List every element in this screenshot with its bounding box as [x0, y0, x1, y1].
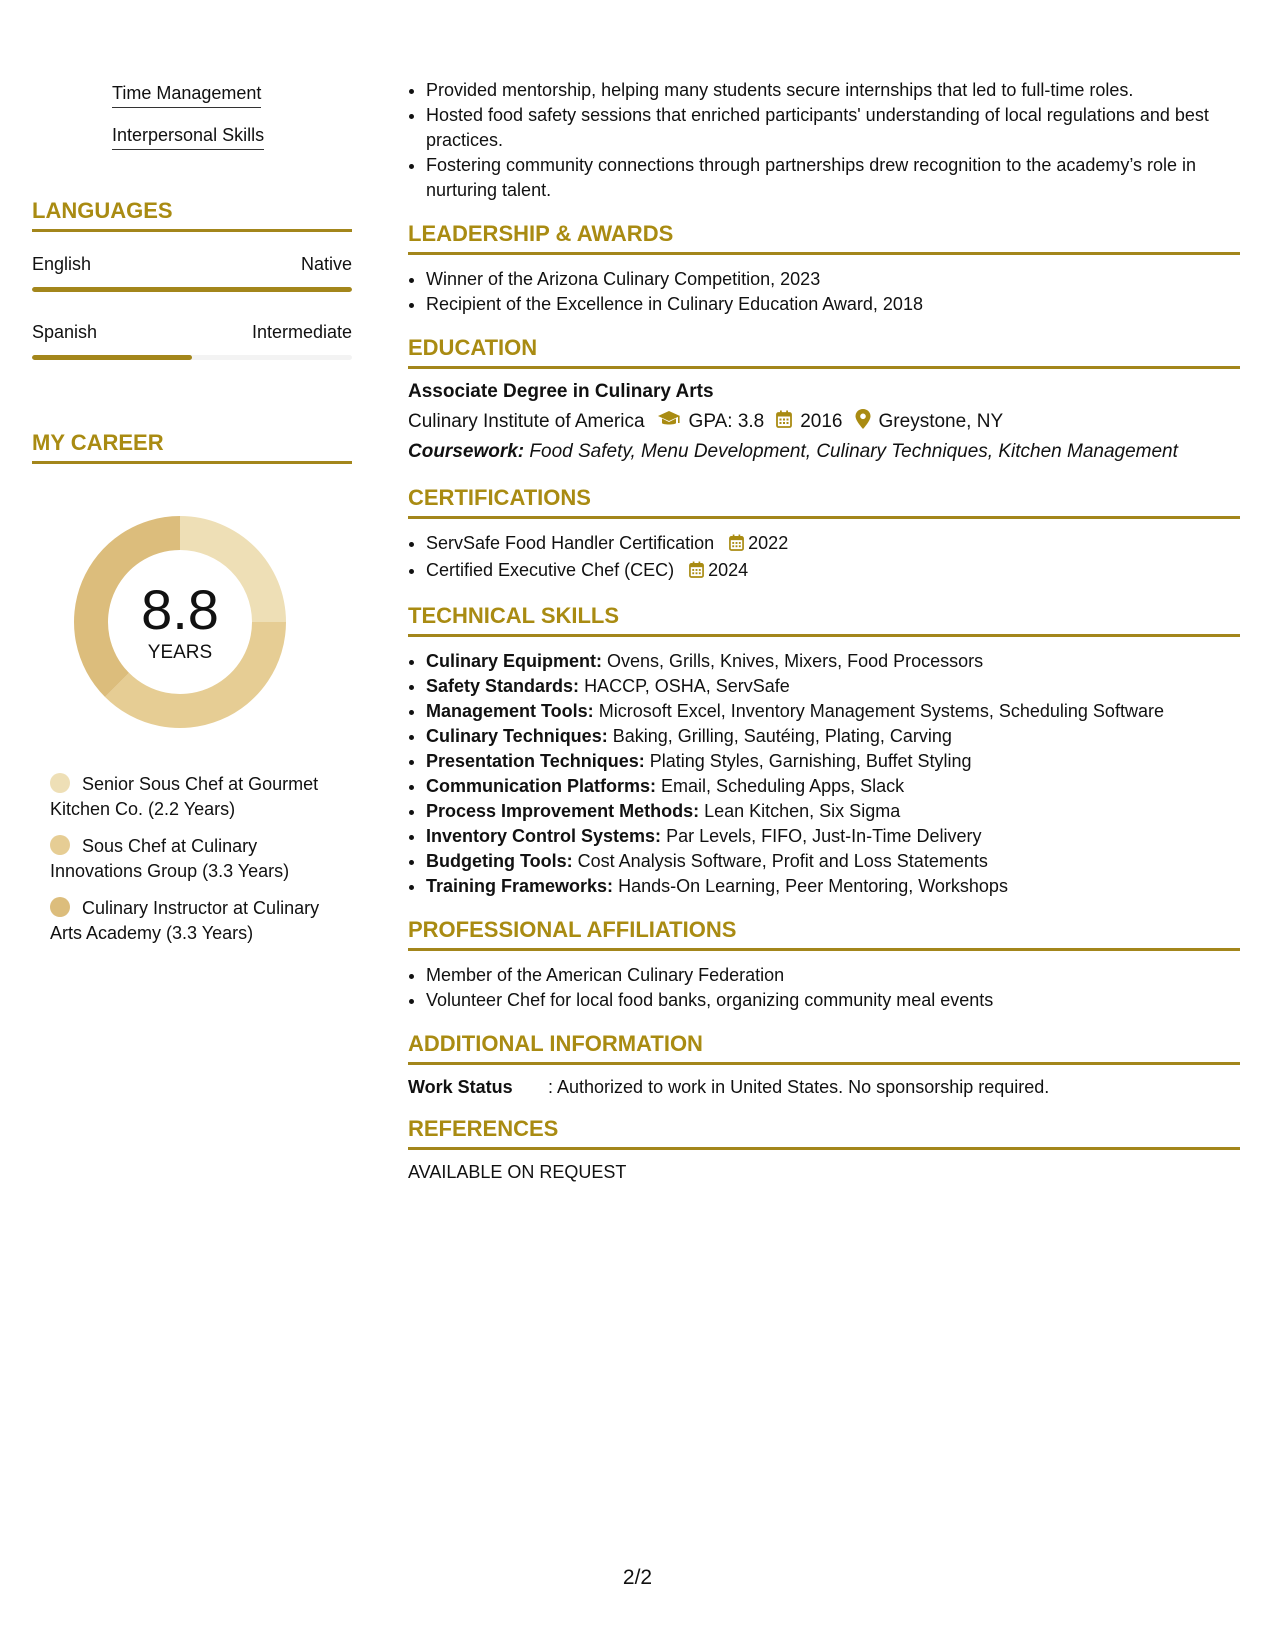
legend-dot [50, 835, 70, 855]
experience-bullets [408, 78, 1240, 203]
list-item: • Volunteer Chef for local food banks, organizing community meal events [426, 988, 1240, 1013]
gpa: GPA: 3.8 [688, 411, 765, 432]
coursework-label: Coursework: [408, 441, 525, 462]
legend-item: Senior Sous Chef at Gourmet Kitchen Co. (2.2 Years) [50, 774, 319, 819]
section-title: PROFESSIONAL AFFILIATIONS [408, 917, 1240, 951]
proficiency-fill [32, 355, 192, 360]
list-item: • Budgeting Tools: Cost Analysis Software, Profit and Loss Statements [426, 849, 1240, 874]
left-column [32, 70, 352, 958]
language-name: Spanish [32, 322, 98, 342]
list-item: • Management Tools: Microsoft Excel, Inventory Management Systems, Scheduling Software [426, 699, 1240, 724]
legend-item: Sous Chef at Culinary Innovations Group (3.3 Years) [50, 836, 290, 881]
section-title: ADDITIONAL INFORMATION [408, 1031, 1240, 1065]
list-item: • Training Frameworks: Hands-On Learning, Peer Mentoring, Workshops [426, 874, 1240, 899]
section-title: LANGUAGES [32, 198, 352, 232]
school: Culinary Institute of America [408, 411, 645, 432]
career-total: 8.8 [141, 578, 219, 641]
proficiency-bar [32, 355, 352, 360]
list-item: • Certified Executive Chef (CEC) 2024 [426, 558, 1240, 585]
career-donut [66, 508, 294, 736]
coursework [408, 441, 1240, 463]
list-item: • Member of the American Culinary Federation [426, 963, 1240, 988]
page-number: 2/2 [622, 1566, 653, 1589]
section-title: MY CAREER [32, 430, 352, 464]
career-legend [50, 772, 340, 946]
language-name: English [32, 254, 92, 274]
language-row [32, 254, 352, 275]
education-year: 2016 [800, 411, 843, 432]
references-section [408, 1116, 1240, 1183]
list-item: • Winner of the Arizona Culinary Competition, 2023 [426, 267, 1240, 292]
graduation-cap-icon [657, 410, 681, 434]
section-title: CERTIFICATIONS [408, 485, 1240, 519]
education-location: Greystone, NY [878, 411, 1004, 432]
degree: Associate Degree in Culinary Arts [408, 381, 714, 402]
legend-item: Culinary Instructor at Culinary Arts Academy (3.3 Years) [50, 898, 320, 943]
education-details [408, 409, 1240, 435]
list-item: • Provided mentorship, helping many students secure internships that led to full-time roles. [426, 78, 1240, 103]
leadership-section [408, 221, 1240, 317]
list-item: • Process Improvement Methods: Lean Kitchen, Six Sigma [426, 799, 1240, 824]
list-item: • Presentation Techniques: Plating Styles, Garnishing, Buffet Styling [426, 749, 1240, 774]
legend-dot [50, 773, 70, 793]
skill-tag: Interpersonal Skills [112, 112, 352, 154]
list-item: • Inventory Control Systems: Par Levels, FIFO, Just-In-Time Delivery [426, 824, 1240, 849]
proficiency-fill [32, 287, 352, 292]
right-column [408, 78, 1240, 1183]
calendar-icon [776, 410, 792, 434]
skill-tag: Time Management [112, 70, 352, 112]
section-title: TECHNICAL SKILLS [408, 603, 1240, 637]
list-item: • Hosted food safety sessions that enriched participants' understanding of local regulations and best practices. [426, 103, 1240, 153]
career-section [32, 430, 352, 946]
language-row [32, 322, 352, 343]
work-status-value: : Authorized to work in United States. No sponsorship required. [548, 1077, 1050, 1097]
work-status-label: Work Status [408, 1077, 513, 1097]
technical-skills-section [408, 603, 1240, 899]
certifications-section [408, 485, 1240, 585]
language-level: Intermediate [251, 322, 352, 342]
section-title: EDUCATION [408, 335, 1240, 369]
proficiency-bar [32, 287, 352, 292]
location-pin-icon [855, 409, 871, 435]
section-title: LEADERSHIP & AWARDS [408, 221, 1240, 255]
list-item: • Communication Platforms: Email, Scheduling Apps, Slack [426, 774, 1240, 799]
list-item: • Safety Standards: HACCP, OSHA, ServSafe [426, 674, 1240, 699]
list-item: • Culinary Techniques: Baking, Grilling, Sautéing, Plating, Carving [426, 724, 1240, 749]
calendar-icon [729, 533, 744, 558]
list-item: • Recipient of the Excellence in Culinary Education Award, 2018 [426, 292, 1240, 317]
list-item: • Fostering community connections through partnerships drew recognition to the academy’s role in nurturing talent. [426, 153, 1240, 203]
work-status-row [408, 1077, 1240, 1098]
career-unit: YEARS [147, 642, 213, 663]
list-item: • ServSafe Food Handler Certification 2022 [426, 531, 1240, 558]
coursework-list: Food Safety, Menu Development, Culinary Techniques, Kitchen Management [529, 441, 1178, 462]
education-section [408, 335, 1240, 463]
calendar-icon [689, 560, 704, 585]
languages-section [32, 198, 352, 360]
list-item: • Culinary Equipment: Ovens, Grills, Knives, Mixers, Food Processors [426, 649, 1240, 674]
references-text: AVAILABLE ON REQUEST [408, 1162, 627, 1182]
affiliations-section [408, 917, 1240, 1013]
additional-info-section [408, 1031, 1240, 1098]
language-level: Native [300, 254, 352, 274]
legend-dot [50, 897, 70, 917]
section-title: REFERENCES [408, 1116, 1240, 1150]
